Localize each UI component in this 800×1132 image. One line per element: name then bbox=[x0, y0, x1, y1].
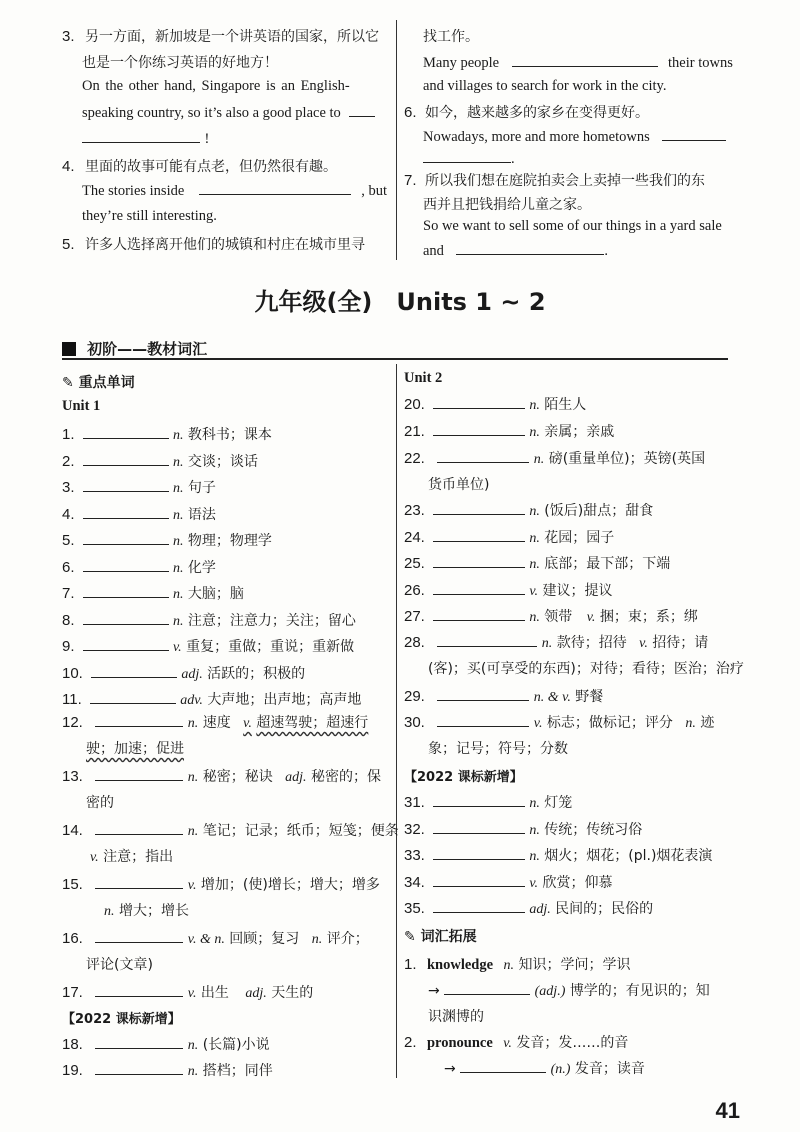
left-item-15-cont: n. 增大；增长 bbox=[104, 903, 189, 919]
page-title: 九年级(全) Units 1 ~ 2 bbox=[254, 288, 546, 316]
unit2-label: Unit 2 bbox=[404, 370, 443, 386]
left-item-16: 16. v. & n. 回顾；复习 n. 评介； bbox=[62, 930, 369, 947]
section-header: 初阶——教材词汇 bbox=[62, 338, 207, 359]
left-item-13: 13. n. 秘密；秘诀 adj. 秘密的；保 bbox=[62, 768, 382, 785]
answer-blank[interactable] bbox=[437, 714, 529, 727]
left-word-item: 1. n. 教科书；课本 bbox=[62, 426, 272, 443]
right-item-28: 28. n. 款待；招待 v. 招待；请 bbox=[404, 634, 709, 651]
answer-blank[interactable] bbox=[83, 453, 169, 466]
right-word-item: 20. n. 陌生人 bbox=[404, 396, 587, 413]
answer-blank[interactable] bbox=[437, 634, 537, 647]
left-item-15: 15. v. 增加；(使)增长；增大；增多 bbox=[62, 876, 380, 893]
answer-blank[interactable] bbox=[433, 847, 525, 860]
q7-cn: 7. 所以我们想在庭院拍卖会上卖掉一些我们的东 bbox=[404, 172, 705, 189]
new-words-tag: 【2022 课标新增】 bbox=[404, 770, 523, 785]
answer-blank[interactable] bbox=[83, 479, 169, 492]
answer-blank[interactable] bbox=[433, 502, 525, 515]
left-item-14-cont: v. 注意；指出 bbox=[90, 849, 174, 865]
answer-blank[interactable] bbox=[83, 532, 169, 545]
answer-blank[interactable] bbox=[90, 691, 176, 704]
q7-cn2: 西并且把钱捐给儿童之家。 bbox=[423, 197, 591, 213]
answer-blank[interactable] bbox=[444, 982, 530, 995]
expand-item-2-derived: → (n.) 发音；读音 bbox=[444, 1061, 645, 1077]
answer-blank[interactable] bbox=[95, 984, 183, 997]
expand-item-1-derived: → (adj.) 博学的；有见识的；知 bbox=[428, 983, 710, 999]
left-item-16-cont: 评论(文章) bbox=[86, 957, 153, 973]
left-item-17: 17. v. 出生 adj. 天生的 bbox=[62, 984, 314, 1001]
left-word-item: 7. n. 大脑；脑 bbox=[62, 585, 244, 602]
right-item-30-cont: 象；记号；符号；分数 bbox=[428, 741, 568, 757]
right-subhead: ✎ 词汇拓展 bbox=[404, 929, 477, 945]
right-word-item: 26. v. 建议；提议 bbox=[404, 581, 613, 599]
right-word-item: 32. n. 传统；传统习俗 bbox=[404, 820, 643, 838]
answer-blank[interactable] bbox=[95, 822, 183, 835]
answer-blank[interactable] bbox=[95, 714, 183, 727]
q5-en2: and villages to search for work in the city. bbox=[423, 78, 667, 94]
right-item-22-cont: 货币单位) bbox=[428, 477, 490, 493]
expand-item-1-cont: 识渊博的 bbox=[428, 1009, 484, 1025]
answer-blank[interactable] bbox=[437, 450, 529, 463]
left-item-12: 12. n. 速度 v. 超速驾驶；超速行 bbox=[62, 714, 369, 731]
section-bar-icon bbox=[62, 342, 76, 356]
arrow-icon: → bbox=[444, 1061, 456, 1077]
q6-en: Nowadays, more and more hometowns bbox=[423, 128, 726, 146]
answer-blank[interactable] bbox=[83, 612, 169, 625]
pencil-icon: ✎ bbox=[62, 375, 74, 391]
answer-blank[interactable] bbox=[460, 1060, 546, 1073]
left-word-item: 9. v. 重复；重做；重说；重新做 bbox=[62, 638, 355, 655]
right-word-item: 21. n. 亲属；亲戚 bbox=[404, 423, 615, 440]
left-word-item: 2. n. 交谈；谈话 bbox=[62, 452, 258, 470]
answer-blank[interactable] bbox=[433, 529, 525, 542]
main-column-divider bbox=[396, 364, 397, 1078]
q5-cn: 5. 许多人选择离开他们的城镇和村庄在城市里寻 bbox=[62, 236, 365, 253]
answer-blank[interactable] bbox=[82, 130, 200, 143]
answer-blank[interactable] bbox=[423, 150, 511, 163]
right-word-item: 33. n. 烟火；烟花；(pl.)烟花表演 bbox=[404, 847, 713, 864]
answer-blank[interactable] bbox=[433, 821, 525, 834]
q3-cn2: 也是一个你练习英语的好地方！ bbox=[82, 55, 278, 71]
left-word-item: 8. n. 注意；注意力；关注；留心 bbox=[62, 611, 356, 629]
left-word-item: 10. adj. 活跃的；积极的 bbox=[62, 664, 306, 682]
top-column-divider bbox=[396, 20, 397, 260]
q3-en2: speaking country, so it’s also a good place to bbox=[82, 104, 375, 122]
answer-blank[interactable] bbox=[662, 128, 726, 141]
expand-item-1: 1. knowledge n. 知识；学问；学识 bbox=[404, 956, 631, 973]
answer-blank[interactable] bbox=[95, 930, 183, 943]
q7-en2: and . bbox=[423, 243, 609, 259]
answer-blank[interactable] bbox=[95, 1036, 183, 1049]
left-word-item: 3. n. 句子 bbox=[62, 479, 216, 496]
answer-blank[interactable] bbox=[349, 104, 375, 117]
right-item-30: 30. v. 标志；做标记；评分 n. 迹 bbox=[404, 714, 715, 731]
answer-blank[interactable] bbox=[95, 1062, 183, 1075]
answer-blank[interactable] bbox=[437, 688, 529, 701]
right-item-22: 22. n. 磅(重量单位)；英镑(英国 bbox=[404, 450, 706, 467]
answer-blank[interactable] bbox=[433, 423, 525, 436]
q4-cn: 4. 里面的故事可能有点老，但仍然很有趣。 bbox=[62, 158, 337, 175]
page-number: 41 bbox=[715, 1098, 740, 1123]
right-word-item: 34. v. 欣赏；仰慕 bbox=[404, 873, 613, 891]
q3-cn: 3. 另一方面，新加坡是一个讲英语的国家，所以它 bbox=[62, 28, 379, 45]
q4-en2: they’re still interesting. bbox=[82, 208, 217, 224]
answer-blank[interactable] bbox=[95, 876, 183, 889]
right-word-item: 23. n. (饭后)甜点；甜食 bbox=[404, 502, 654, 519]
left-item-19: 19. n. 搭档；同伴 bbox=[62, 1062, 273, 1079]
right-word-item: 24. n. 花园；园子 bbox=[404, 528, 615, 546]
q6-cn: 6. 如今，越来越多的家乡在变得更好。 bbox=[404, 104, 649, 121]
q7-en: So we want to sell some of our things in a yard sale bbox=[423, 218, 722, 234]
left-word-item: 5. n. 物理；物理学 bbox=[62, 532, 272, 549]
section-rule bbox=[62, 358, 728, 360]
answer-blank[interactable] bbox=[83, 426, 169, 439]
right-word-item: 25. n. 底部；最下部；下端 bbox=[404, 555, 671, 572]
answer-blank[interactable] bbox=[456, 242, 604, 255]
answer-blank[interactable] bbox=[433, 900, 525, 913]
q6-en2: . bbox=[423, 150, 515, 168]
left-item-18: 18. n. (长篇)小说 bbox=[62, 1036, 270, 1053]
answer-blank[interactable] bbox=[433, 582, 525, 595]
q4-en: The stories inside , but bbox=[82, 183, 387, 199]
answer-blank[interactable] bbox=[95, 768, 183, 781]
right-item-28-cont: (客)；买(可享受的东西)；对待；看待；医治；治疗 bbox=[428, 661, 744, 677]
left-word-item: 11. adv. 大声地；出声地；高声地 bbox=[62, 691, 362, 708]
left-word-item: 4. n. 语法 bbox=[62, 505, 216, 523]
right-item-29: 29. n. & v. 野餐 bbox=[404, 688, 604, 705]
q5-cont-cn: 找工作。 bbox=[423, 29, 479, 45]
answer-blank[interactable] bbox=[433, 794, 525, 807]
left-subhead: ✎ 重点单词 bbox=[62, 375, 135, 391]
left-word-item: 6. n. 化学 bbox=[62, 558, 216, 576]
answer-blank[interactable] bbox=[433, 555, 525, 568]
q3-en3: ! bbox=[82, 130, 209, 148]
unit1-label: Unit 1 bbox=[62, 398, 101, 414]
right-word-item: 35. adj. 民间的；民俗的 bbox=[404, 900, 654, 917]
new-words-tag: 【2022 课标新增】 bbox=[62, 1012, 181, 1027]
answer-blank[interactable] bbox=[83, 559, 169, 572]
answer-blank[interactable] bbox=[83, 585, 169, 598]
pencil-icon: ✎ bbox=[404, 929, 416, 945]
right-word-item: 27. n. 领带 v. 捆；束；系；绑 bbox=[404, 608, 698, 625]
answer-blank[interactable] bbox=[512, 54, 658, 67]
answer-blank[interactable] bbox=[83, 506, 169, 519]
answer-blank[interactable] bbox=[433, 874, 525, 887]
right-word-item: 31. n. 灯笼 bbox=[404, 794, 573, 811]
answer-blank[interactable] bbox=[91, 665, 177, 678]
answer-blank[interactable] bbox=[433, 608, 525, 621]
left-item-12-cont: 驶；加速；促进 bbox=[86, 741, 184, 757]
left-item-14: 14. n. 笔记；记录；纸币；短笺；便条 bbox=[62, 822, 399, 839]
q3-en1: On the other hand, Singapore is an English- bbox=[82, 78, 350, 94]
q5-en1: Many people their towns bbox=[423, 55, 733, 71]
left-item-13-cont: 密的 bbox=[86, 795, 114, 811]
answer-blank[interactable] bbox=[199, 182, 351, 195]
answer-blank[interactable] bbox=[433, 396, 525, 409]
answer-blank[interactable] bbox=[83, 638, 169, 651]
expand-item-2: 2. pronounce v. 发音；发……的音 bbox=[404, 1034, 629, 1051]
arrow-icon: → bbox=[428, 983, 440, 999]
